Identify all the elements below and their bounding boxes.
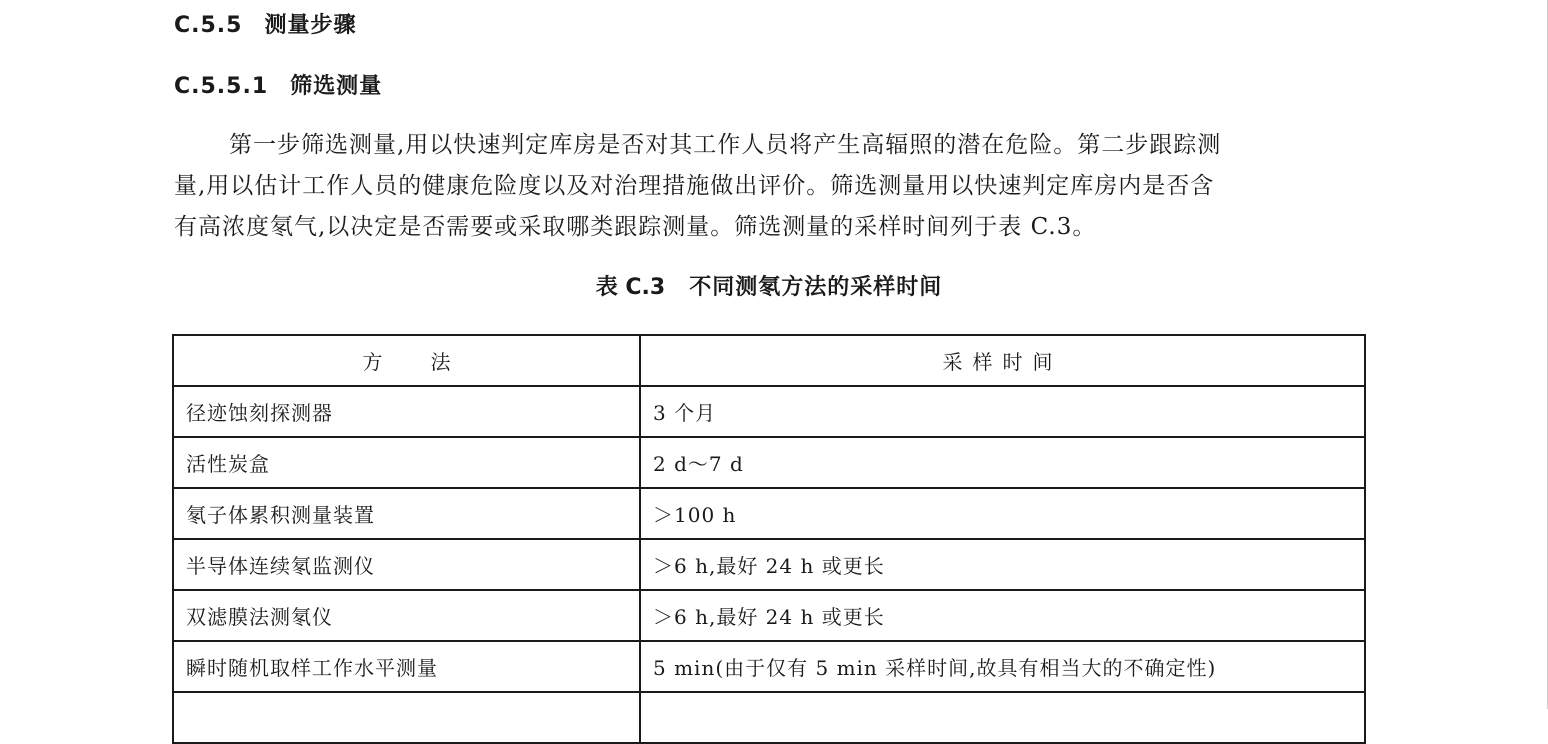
subsection-title: 筛选测量 bbox=[290, 74, 383, 99]
subsection-number: C.5.5.1 bbox=[174, 74, 269, 99]
time-cell: ＞100 h bbox=[640, 488, 1365, 539]
time-cell: ＞6 h,最好 24 h 或更长 bbox=[640, 539, 1365, 590]
header-method-char: 方 bbox=[362, 350, 383, 374]
table-row bbox=[173, 386, 1365, 437]
method-cell: 氡子体累积测量装置 bbox=[173, 488, 640, 539]
header-method bbox=[173, 335, 640, 386]
table-row bbox=[173, 488, 1365, 539]
section-title: 测量步骤 bbox=[264, 13, 357, 38]
method-cell: 双滤膜法测氡仪 bbox=[173, 590, 640, 641]
paragraph-line: 第一步筛选测量,用以快速判定库房是否对其工作人员将产生高辐照的潜在危险。第二步跟踪测 bbox=[229, 132, 1222, 158]
section-heading bbox=[174, 8, 357, 39]
sampling-time-table bbox=[172, 334, 1366, 744]
time-cell: 5 min(由于仅有 5 min 采样时间,故具有相当大的不确定性) bbox=[640, 641, 1365, 692]
table-header-row bbox=[173, 335, 1365, 386]
time-cell: 2 d～7 d bbox=[640, 437, 1365, 488]
time-cell bbox=[640, 692, 1365, 743]
table-row bbox=[173, 539, 1365, 590]
subsection-heading bbox=[174, 69, 382, 100]
table-caption bbox=[0, 270, 1538, 301]
section-number: C.5.5 bbox=[174, 13, 243, 38]
table-row bbox=[173, 692, 1365, 743]
paragraph-line: 有高浓度氡气,以决定是否需要或采取哪类跟踪测量。筛选测量的采样时间列于表 C.3。 bbox=[174, 214, 1097, 240]
table-row bbox=[173, 437, 1365, 488]
method-cell: 径迹蚀刻探测器 bbox=[173, 386, 640, 437]
body-paragraph bbox=[174, 125, 1364, 248]
method-cell: 半导体连续氡监测仪 bbox=[173, 539, 640, 590]
header-sampling-time: 采样时间 bbox=[640, 335, 1365, 386]
time-cell: ＞6 h,最好 24 h 或更长 bbox=[640, 590, 1365, 641]
time-cell: 3 个月 bbox=[640, 386, 1365, 437]
table-row bbox=[173, 590, 1365, 641]
paragraph-line: 量,用以估计工作人员的健康危险度以及对治理措施做出评价。筛选测量用以快速判定库房内是否含 bbox=[174, 173, 1215, 199]
method-cell: 瞬时随机取样工作水平测量 bbox=[173, 641, 640, 692]
header-method-char: 法 bbox=[430, 350, 451, 374]
table-row bbox=[173, 641, 1365, 692]
method-cell bbox=[173, 692, 640, 743]
method-cell: 活性炭盒 bbox=[173, 437, 640, 488]
table-caption-number: 表 C.3 bbox=[595, 275, 666, 300]
table-caption-title: 不同测氡方法的采样时间 bbox=[689, 275, 943, 300]
